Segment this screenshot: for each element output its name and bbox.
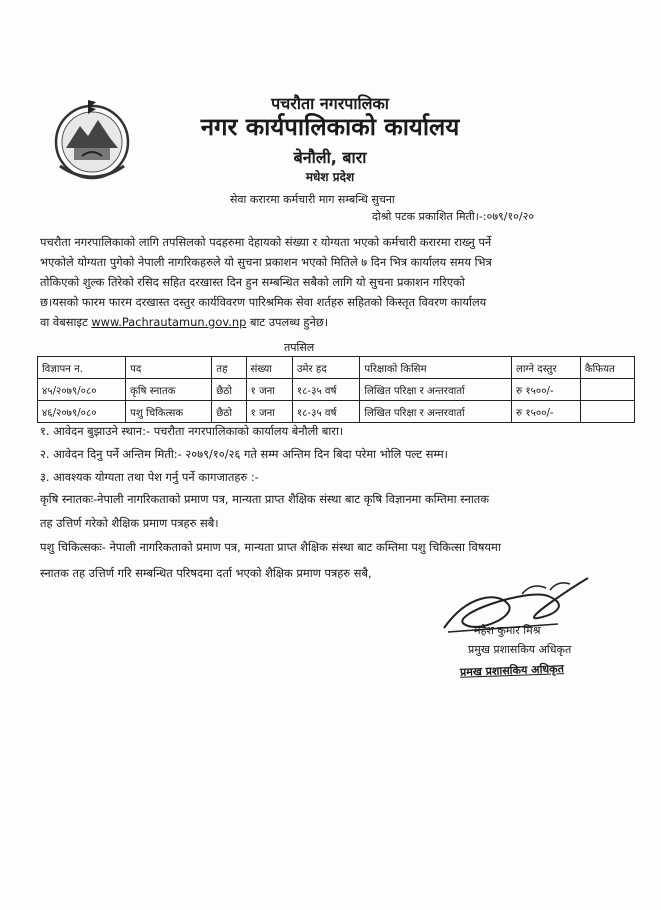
body-line: भएकोले योग्यता पुगेको नेपाली नागरिकहरुले यो सुचना प्रकाशन भएको मितिले ७ दिन भित्र कार्यालय समय भित्र	[40, 255, 492, 269]
signatory-designation: प्रमुख प्रशासकिय अधिकृत	[468, 643, 572, 656]
application-deadline: २. आवेदन दिनु पर्ने अन्तिम मिती:- २०७९/१०/२६ गते सम्म अन्तिम दिन बिदा परेमा भोलि पल्ट सम्म।	[40, 447, 448, 461]
col-header: परिक्षाको किसिम	[360, 357, 512, 379]
office-title: नगर कार्यपालिकाको कार्यालय	[200, 113, 460, 141]
col-header: पद	[126, 357, 212, 379]
col-header: विज्ञापन न.	[38, 357, 126, 379]
table-row	[38, 401, 635, 423]
table-caption: तपसिल	[284, 341, 315, 354]
website-prefix: वा वेबसाइट	[40, 315, 88, 329]
table-cell	[580, 379, 634, 401]
table-cell: रु १५००/-	[511, 379, 580, 401]
table-cell: ४५/२०७९/०८०	[38, 379, 126, 401]
table-cell: १८-३५ वर्ष	[292, 379, 359, 401]
vet-requirement: पशु चिकित्सकः- नेपाली नागरिकताको प्रमाण पत्र, मान्यता प्राप्त शैक्षिक संस्था बाट कम्तिमा पशु चिकित्सा विषयमा	[40, 540, 501, 554]
col-header: संख्या	[246, 357, 292, 379]
table-cell: कृषि स्नातक	[126, 379, 212, 401]
table-row	[38, 379, 635, 401]
municipality-name: पचरौता नगरपालिका	[271, 94, 389, 113]
table-cell: १ जना	[246, 401, 292, 423]
table-cell: छैठो	[212, 401, 246, 423]
nepal-emblem-icon	[52, 96, 132, 182]
col-header: कैफियत	[580, 357, 634, 379]
col-header: तह	[212, 357, 246, 379]
table-cell: ४६/२०७९/०८०	[38, 401, 126, 423]
table-cell: पशु चिकित्सक	[126, 401, 212, 423]
table-cell: १८-३५ वर्ष	[292, 401, 359, 423]
publication-date: दोश्रो पटक प्रकाशित मिती।-:०७९/१०/२०	[372, 210, 535, 223]
signatory-name: महेश कुमार मिश्र	[474, 624, 541, 637]
table-cell	[580, 401, 634, 423]
table-cell: छैठो	[212, 379, 246, 401]
vacancy-table	[37, 356, 635, 423]
notice-body	[40, 232, 638, 332]
body-line: छ।यसको फारम फारम दरखास्त दस्तुर कार्यविवरण पारिश्रमिक सेवा शर्तहरु सहितको किस्तृत विवरण कार्यालय	[40, 295, 487, 309]
agri-requirement: कृषि स्नातकः-नेपाली नागरिकताको प्रमाण पत्र, मान्यता प्राप्त शैक्षिक संस्था बाट कृषि विज्ञानमा कम्तिमा स्नातक	[40, 492, 490, 506]
website-suffix: बाट उपलब्ध हुनेछ।	[249, 315, 329, 329]
table-cell: लिखित परिक्षा र अन्तरवार्ता	[360, 401, 512, 423]
table-header-row	[38, 357, 635, 379]
required-documents-heading: ३. आवश्यक योग्यता तथा पेश गर्नु पर्ने कागजातहरु :-	[40, 470, 259, 484]
province-name: मधेश प्रदेश	[305, 170, 355, 184]
official-stamp: प्रमख प्रशासकिय अधिकृत	[459, 662, 565, 679]
website-link[interactable]: www.Pachrautamun.gov.np	[91, 315, 247, 329]
notice-subject: सेवा करारमा कर्मचारी माग सम्बन्धि सुचना	[230, 193, 395, 206]
application-place: १. आवेदन बुझाउने स्थान:- पचरौता नगरपालिकाको कार्यालय बेनौली बारा।	[40, 424, 344, 438]
agri-requirement-cont: तह उत्तिर्ण गरेको शैक्षिक प्रमाण पत्रहरु सबै।	[40, 516, 219, 530]
col-header: उमेर हद	[292, 357, 359, 379]
body-line: पचरौता नगरपालिकाको लागि तपसिलको पदहरुमा देहायको संख्या र योग्यता भएको कर्मचारी करारमा राख्नु पर्ने	[40, 235, 492, 249]
table-cell: रु १५००/-	[511, 401, 580, 423]
table-cell: लिखित परिक्षा र अन्तरवार्ता	[360, 379, 512, 401]
table-cell: १ जना	[246, 379, 292, 401]
col-header: लाग्ने दस्तुर	[511, 357, 580, 379]
vet-requirement-cont: स्नातक तह उत्तिर्ण गरि सम्बन्धित परिषदमा दर्ता भएको शैक्षिक प्रमाण पत्रहरु सबै,	[40, 566, 372, 580]
body-line	[40, 312, 638, 332]
office-location: बेनौली, बारा	[293, 148, 367, 167]
body-line: तोकिएको शुल्क तिरेको रसिद सहित दरखास्त दिन हुन सम्बन्धित सबैको लागि यो सुचना प्रकाशन गरिएको	[40, 275, 465, 289]
